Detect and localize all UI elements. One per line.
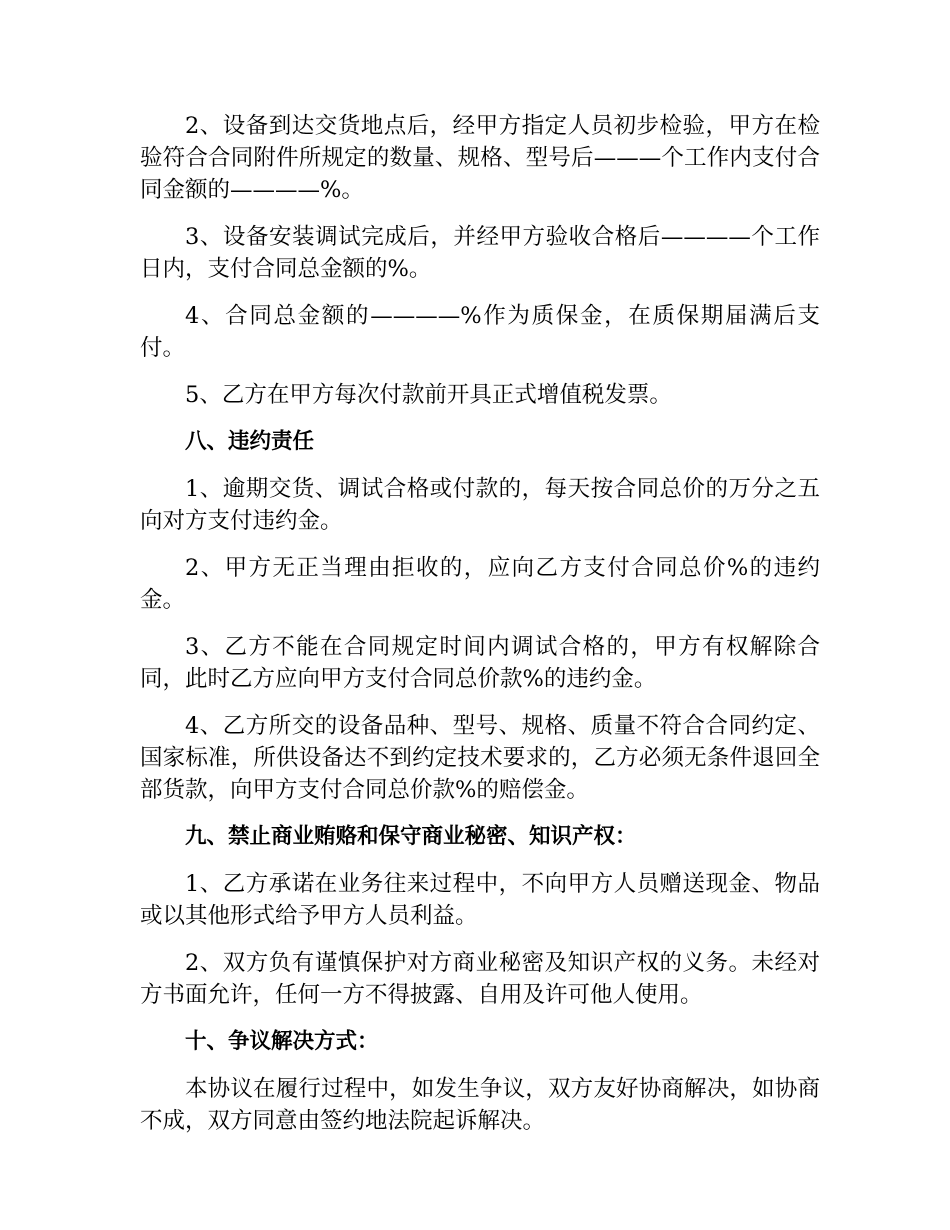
confidentiality-clause-1: 1、乙方承诺在业务往来过程中，不向甲方人员赠送现金、物品或以其他形式给予甲方人员利益。 xyxy=(140,871,820,929)
dispute-clause: 本协议在履行过程中，如发生争议，双方友好协商解决，如协商不成，双方同意由签约地法院起诉解决。 xyxy=(140,1076,820,1134)
section-heading-breach: 八、违约责任 xyxy=(185,429,315,454)
payment-clause-3: 3、设备安装调试完成后，并经甲方验收合格后————个工作日内，支付合同总金额的%。 xyxy=(140,224,820,282)
breach-clause-3: 3、乙方不能在合同规定时间内调试合格的，甲方有权解除合同，此时乙方应向甲方支付合同总价款%的违约金。 xyxy=(140,634,820,692)
payment-clause-4: 4、合同总金额的————%作为质保金，在质保期届满后支付。 xyxy=(140,303,820,361)
section-heading-dispute: 十、争议解决方式： xyxy=(185,1029,379,1054)
breach-clause-2: 2、甲方无正当理由拒收的，应向乙方支付合同总价%的违约金。 xyxy=(140,555,820,613)
confidentiality-clause-2: 2、双方负有谨慎保护对方商业秘密及知识产权的义务。未经对方书面允许，任何一方不得披露、自用及许可他人使用。 xyxy=(140,950,820,1008)
section-heading-confidentiality: 九、禁止商业贿赂和保守商业秘密、知识产权： xyxy=(185,824,637,849)
breach-clause-1: 1、逾期交货、调试合格或付款的，每天按合同总价的万分之五向对方支付违约金。 xyxy=(140,476,820,534)
breach-clause-4: 4、乙方所交的设备品种、型号、规格、质量不符合合同约定、国家标准，所供设备达不到约定技术要求的，乙方必须无条件退回全部货款，向甲方支付合同总价款%的赔偿金。 xyxy=(140,713,820,803)
payment-clause-5: 5、乙方在甲方每次付款前开具正式增值税发票。 xyxy=(185,382,672,408)
document-page xyxy=(140,110,820,1152)
payment-clause-2: 2、设备到达交货地点后，经甲方指定人员初步检验，甲方在检验符合合同附件所规定的数量、规格、型号后———个工作内支付合同金额的————%。 xyxy=(140,113,820,203)
